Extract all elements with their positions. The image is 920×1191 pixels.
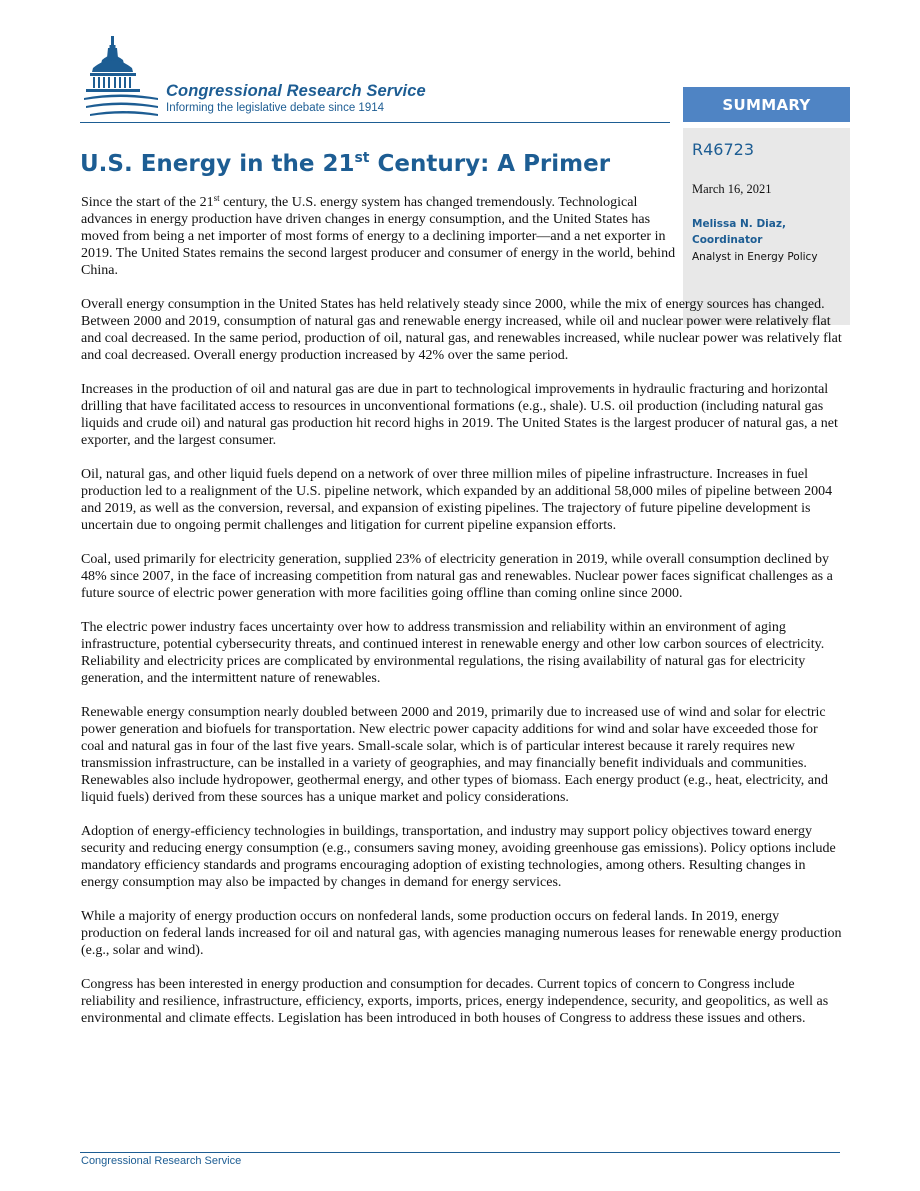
paragraph-efficiency: Adoption of energy-efficiency technologies in buildings, transportation, and industry may support policy objectives toward energy security and reducing energy consumption (e.g., consumers saving money, avoiding greenhouse gas emissions). Policy options include mandatory efficiency standards and programs encouraging adoption of existing technologies, among others. Resulting changes in energy consumption may also be impacted by changes in demand for energy services. bbox=[81, 824, 836, 890]
intro-post: century, the U.S. energy system has changed tremendously. Technological advances in energy production have driven changes in energy consumption, and the United States has moved from being a net importer of most forms of energy to a declining importer—and a net exporter in 2019. The United States remains the second largest producer and consumer of energy in the world, behind China. bbox=[81, 195, 676, 278]
paragraph-electric-power: The electric power industry faces uncertainty over how to address transmission and reliability within an environment of aging infrastructure, potential cybersecurity threats, and continued interest in renewable energy and other low carbon sources of electricity. Reliability and electricity prices are complicated by environmental regulations, the rising availability of natural gas for electricity generation, and the intermittent nature of renewables. bbox=[81, 620, 825, 686]
author-title: Analyst in Energy Policy bbox=[692, 251, 818, 263]
title-prefix: U.S. Energy in the 21 bbox=[80, 151, 355, 177]
summary-body bbox=[81, 194, 843, 1044]
crs-logo bbox=[80, 34, 480, 122]
capitol-dome-icon bbox=[80, 34, 162, 122]
summary-tab: SUMMARY bbox=[683, 87, 850, 122]
header-divider bbox=[80, 122, 670, 123]
paragraph-pipelines: Oil, natural gas, and other liquid fuels depend on a network of over three million miles of pipeline infrastructure. Increases in fuel production led to a realignment of the U.S. pipeline network, which expanded by an additional 58,000 miles of pipeline between 2004 and 2019, as well as the conversion, reversal, and expansion of existing pipelines. The trajectory of future pipeline development is uncertain due to ongoing permit challenges and litigation for current pipeline expansion efforts. bbox=[81, 467, 833, 533]
title-suffix: Century: A Primer bbox=[369, 151, 611, 177]
org-tagline: Informing the legislative debate since 1914 bbox=[166, 102, 385, 114]
footer-divider bbox=[80, 1152, 840, 1153]
paragraph-congress: Congress has been interested in energy production and consumption for decades. Current topics of concern to Congress include reliability and resilience, infrastructure, efficiency, exports, imports, prices, energy independence, security, and geopolitics, as well as environmental and climate effects. Legislation has been introduced in both houses of Congress to address these issues and others. bbox=[81, 977, 829, 1026]
paragraph-renewables: Renewable energy consumption nearly doubled between 2000 and 2019, primarily due to increased use of wind and solar for electric power generation and biofuels for transportation. New electric power capacity additions for wind and solar have exceeded those for coal and natural gas in four of the last five years. Small-scale solar, which is of particular interest because it rarely requires new transmission infrastructure, can be installed in a variety of geographies, and may financially benefit individuals and communities. Renewables also include hydropower, geothermal energy, and other types of biomass. Each energy product (e.g., heat, electricity, and liquid fuels) derived from these sources has a unique market and policy considerations. bbox=[81, 705, 829, 805]
footer-org-name: Congressional Research Service bbox=[81, 1155, 242, 1167]
intro-sup: st bbox=[213, 193, 220, 203]
paragraph-oil-gas: Increases in the production of oil and natural gas are due in part to technological improvements in hydraulic fracturing and horizontal drilling that have facilitated access to resources in unconventional formations (e.g., shale). U.S. oil production (including natural gas liquids and crude oil) and natural gas production hit record highs in 2019. The United States is the largest producer of natural gas, a net exporter, and the largest consumer. bbox=[81, 382, 838, 448]
report-number: R46723 bbox=[692, 140, 755, 159]
title-superscript: st bbox=[354, 150, 370, 166]
report-date: March 16, 2021 bbox=[692, 182, 772, 196]
paragraph-federal-lands: While a majority of energy production occurs on nonfederal lands, some production occurs on federal lands. In 2019, energy production on federal lands increased for oil and natural gas, with agencies managing numerous leases for renewable energy production (e.g., solar and wind). bbox=[81, 909, 842, 958]
document-title bbox=[80, 151, 610, 177]
org-name: Congressional Research Service bbox=[166, 82, 426, 100]
intro-pre: Since the start of the 21 bbox=[81, 195, 214, 210]
intro-paragraph bbox=[81, 194, 679, 279]
author-name: Melissa N. Diaz, bbox=[692, 218, 786, 230]
author-role: Coordinator bbox=[692, 234, 763, 246]
paragraph-coal-nuclear: Coal, used primarily for electricity generation, supplied 23% of electricity generation in 2019, while overall consumption declined by 48% since 2007, in the face of increasing competition from natural gas and renewables. Nuclear power faces significat challenges as a future source of electric power generation with more facilities going offline than coming online since 2000. bbox=[81, 552, 833, 601]
paragraph-consumption: Overall energy consumption in the United States has held relatively steady since 2000, while the mix of energy sources has changed. Between 2000 and 2019, consumption of natural gas and renewable energy increased, while oil and nuclear power were relatively flat and coal decreased. In the same period, production of oil, natural gas, and renewables increased, while nuclear power was relatively flat and coal decreased. Overall energy production increased by 42% over the same period. bbox=[81, 297, 842, 363]
